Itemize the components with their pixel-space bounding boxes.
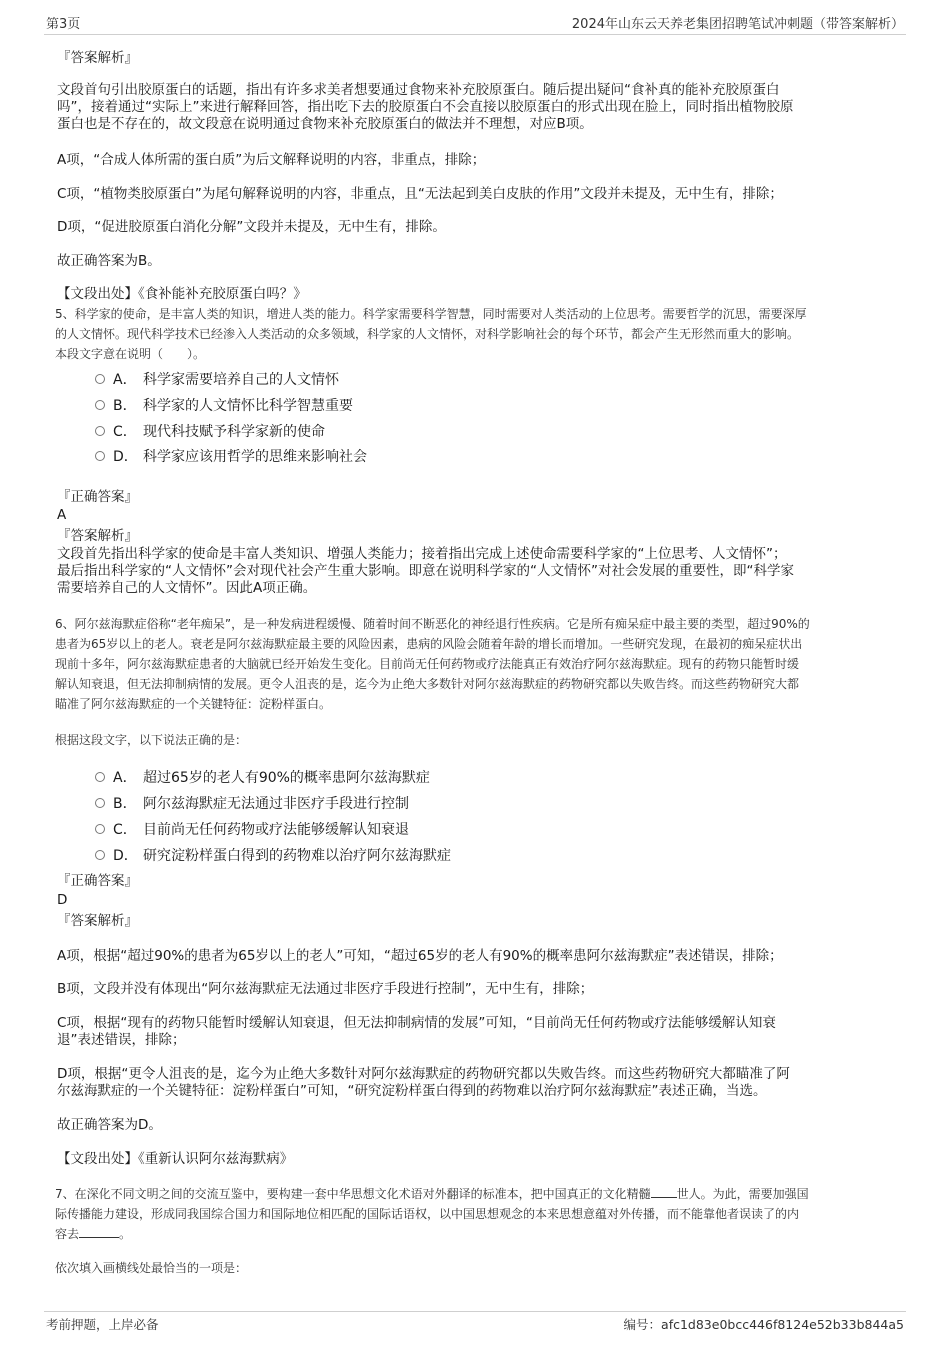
q6-stem	[55, 614, 890, 714]
q4-source: 【文段出处】《食补能补充胶原蛋白吗？》	[57, 286, 307, 302]
radio-icon[interactable]	[95, 772, 105, 782]
q5-analysis-label: 『答案解析』	[57, 528, 138, 544]
q5-option-c[interactable]	[95, 421, 325, 441]
q4-option-c-analysis: C项，“植物类胶原蛋白”为尾句解释说明的内容，非重点，且“无法起到美白皮肤的作用”文段并未提及，无中生有，排除；	[57, 186, 783, 202]
q7-prompt: 依次填入画横线处最恰当的一项是：	[55, 1261, 248, 1275]
stem-line: 现前十多年，阿尔兹海默症患者的大脑就已经开始发生变化。目前尚无任何药物或疗法能真正有效治疗阿尔兹海默症。现有的药物只能暂时缓	[55, 657, 800, 671]
paragraph-line: 蛋白也是不存在的，故文段意在说明通过食物来补充胶原蛋白的做法并不理想，对应B项。	[57, 116, 593, 132]
q6-analysis-label: 『答案解析』	[57, 913, 138, 929]
fill-blank[interactable]	[651, 1185, 677, 1198]
q6-prompt: 根据这段文字，以下说法正确的是：	[55, 733, 248, 747]
q6-option-b-analysis: B项，文段并没有体现出“阿尔兹海默症无法通过非医疗手段进行控制”，无中生有，排除；	[57, 981, 594, 997]
q5-stem	[55, 304, 890, 364]
analysis-line: C项，根据“现有的药物只能暂时缓解认知衰退，但无法抑制病情的发展”可知，“目前尚无任何药物或疗法能够缓解认知衰	[57, 1015, 776, 1031]
footer-divider	[44, 1311, 906, 1312]
option-text: 科学家需要培养自己的人文情怀	[143, 372, 339, 388]
page-number: 第3页	[46, 17, 81, 32]
q6-answer-label: 『正确答案』	[57, 873, 138, 889]
q5-answer: A	[57, 507, 67, 523]
q6-option-c-analysis	[57, 1015, 887, 1049]
stem-text: 容去	[55, 1227, 80, 1241]
fill-blank[interactable]	[79, 1225, 119, 1238]
q6-option-d[interactable]	[95, 845, 451, 865]
analysis-line: 需要培养自己的人文情怀”。因此A项正确。	[57, 580, 317, 596]
stem-line: 患者为65岁以上的老人。衰老是阿尔兹海默症最主要的风险因素，患病的风险会随着年龄的增长而增加。一些研究发现，在最初的痴呆症状出	[55, 637, 803, 651]
stem-line	[55, 1224, 890, 1244]
q4-conclusion: 故正确答案为B。	[57, 253, 161, 269]
option-letter: B．	[113, 796, 137, 812]
stem-line: 5、科学家的使命，是丰富人类的知识，增进人类的能力。科学家需要科学智慧，同时需要对人类活动的上位思考。需要哲学的沉思，需要深厚	[55, 307, 807, 321]
q6-source: 【文段出处】《重新认识阿尔兹海默病》	[57, 1151, 294, 1167]
stem-text: 7、在深化不同文明之间的交流互鉴中，要构建一套中华思想文化术语对外翻译的标准本，把中国真正的文化精髓	[55, 1187, 651, 1201]
stem-line: 本段文字意在说明（ ）。	[55, 347, 206, 361]
document-title: 2024年山东云天养老集团招聘笔试冲刺题（带答案解析）	[571, 17, 904, 32]
footer-slogan: 考前押题，上岸必备	[46, 1317, 159, 1332]
header-divider	[44, 34, 906, 35]
q7-stem	[55, 1184, 890, 1244]
option-letter: A．	[113, 372, 137, 388]
stem-line: 瞄准了阿尔兹海默症的一个关键特征：淀粉样蛋白。	[55, 697, 332, 711]
analysis-line: 文段首先指出科学家的使命是丰富人类知识、增强人类能力；接着指出完成上述使命需要科学家的“上位思考、人文情怀”；	[57, 546, 787, 562]
option-text: 目前尚无任何药物或疗法能够缓解认知衰退	[143, 822, 409, 838]
q5-analysis	[57, 546, 887, 597]
q4-analysis-paragraph	[57, 82, 887, 133]
q6-option-b[interactable]	[95, 793, 409, 813]
q4-option-d-analysis: D项，“促进胶原蛋白消化分解”文段并未提及，无中生有，排除。	[57, 219, 446, 235]
analysis-line: 最后指出科学家的“人文情怀”会对现代社会产生重大影响。即意在说明科学家的“人文情怀”对社会发展的重要性，即“科学家	[57, 563, 794, 579]
radio-icon[interactable]	[95, 824, 105, 834]
analysis-line: 退”表述错误，排除；	[57, 1032, 186, 1048]
radio-icon[interactable]	[95, 798, 105, 808]
option-letter: C．	[113, 822, 137, 838]
option-text: 阿尔兹海默症无法通过非医疗手段进行控制	[143, 796, 409, 812]
option-text: 科学家的人文情怀比科学智慧重要	[143, 398, 353, 414]
option-letter: D．	[113, 848, 138, 864]
option-text: 现代科技赋予科学家新的使命	[143, 424, 325, 440]
stem-line: 解认知衰退，但无法抑制病情的发展。更令人沮丧的是，迄今为止绝大多数针对阿尔兹海默症的药物研究都以失败告终。而这些药物研究大都	[55, 677, 800, 691]
option-letter: D．	[113, 449, 138, 465]
q6-option-c[interactable]	[95, 819, 409, 839]
radio-icon[interactable]	[95, 451, 105, 461]
q5-option-b[interactable]	[95, 395, 353, 415]
option-text: 研究淀粉样蛋白得到的药物难以治疗阿尔兹海默症	[143, 848, 451, 864]
stem-text: 世人。为此，需要加强国	[676, 1187, 809, 1201]
q5-answer-label: 『正确答案』	[57, 489, 138, 505]
option-text: 科学家应该用哲学的思维来影响社会	[143, 449, 367, 465]
q5-option-d[interactable]	[95, 446, 367, 466]
radio-icon[interactable]	[95, 426, 105, 436]
stem-line: 6、阿尔兹海默症俗称“老年痴呆”，是一种发病进程缓慢、随着时间不断恶化的神经退行性疾病。它是所有痴呆症中最主要的类型，超过90%的	[55, 617, 810, 631]
paragraph-line: 文段首句引出胶原蛋白的话题，指出有许多求美者想要通过食物来补充胶原蛋白。随后提出疑问“食补真的能补充胶原蛋白	[57, 82, 780, 98]
q4-analysis-label: 『答案解析』	[57, 50, 138, 66]
option-letter: B．	[113, 398, 137, 414]
paragraph-line: 吗”，接着通过“实际上”来进行解释回答，指出吃下去的胶原蛋白不会直接以胶原蛋白的形式出现在脸上，同时指出植物胶原	[57, 99, 794, 115]
stem-text: 。	[119, 1227, 132, 1241]
radio-icon[interactable]	[95, 400, 105, 410]
q6-conclusion: 故正确答案为D。	[57, 1117, 162, 1133]
radio-icon[interactable]	[95, 850, 105, 860]
option-text: 超过65岁的老人有90%的概率患阿尔兹海默症	[143, 770, 430, 786]
q6-answer: D	[57, 892, 68, 908]
option-letter: A．	[113, 770, 137, 786]
q6-option-a-analysis: A项，根据“超过90%的患者为65岁以上的老人”可知，“超过65岁的老人有90%的概率患阿尔兹海默症”表述错误，排除；	[57, 948, 783, 964]
stem-line: 的人文情怀。现代科学技术已经渗入人类活动的众多领域，科学家的人文情怀，对科学影响社会的每个环节，都会产生无形然而重大的影响。	[55, 327, 800, 341]
document-id: 编号：afc1d83e0bcc446f8124e52b33b844a5	[623, 1317, 904, 1332]
q4-option-a-analysis: A项，“合成人体所需的蛋白质”为后文解释说明的内容，非重点，排除；	[57, 152, 486, 168]
analysis-line: 尔兹海默症的一个关键特征：淀粉样蛋白”可知，“研究淀粉样蛋白得到的药物难以治疗阿尔兹海默症”表述正确，当选。	[57, 1083, 767, 1099]
radio-icon[interactable]	[95, 374, 105, 384]
q5-option-a[interactable]	[95, 369, 339, 389]
stem-line: 际传播能力建设，形成同我国综合国力和国际地位相匹配的国际话语权，以中国思想观念的本来思想意蕴对外传播，而不能靠他者误读了的内	[55, 1207, 800, 1221]
q6-option-a[interactable]	[95, 767, 430, 787]
q6-option-d-analysis	[57, 1066, 887, 1100]
analysis-line: D项，根据“更令人沮丧的是，迄今为止绝大多数针对阿尔兹海默症的药物研究都以失败告终。而这些药物研究大都瞄准了阿	[57, 1066, 790, 1082]
stem-line	[55, 1184, 890, 1204]
option-letter: C．	[113, 424, 137, 440]
